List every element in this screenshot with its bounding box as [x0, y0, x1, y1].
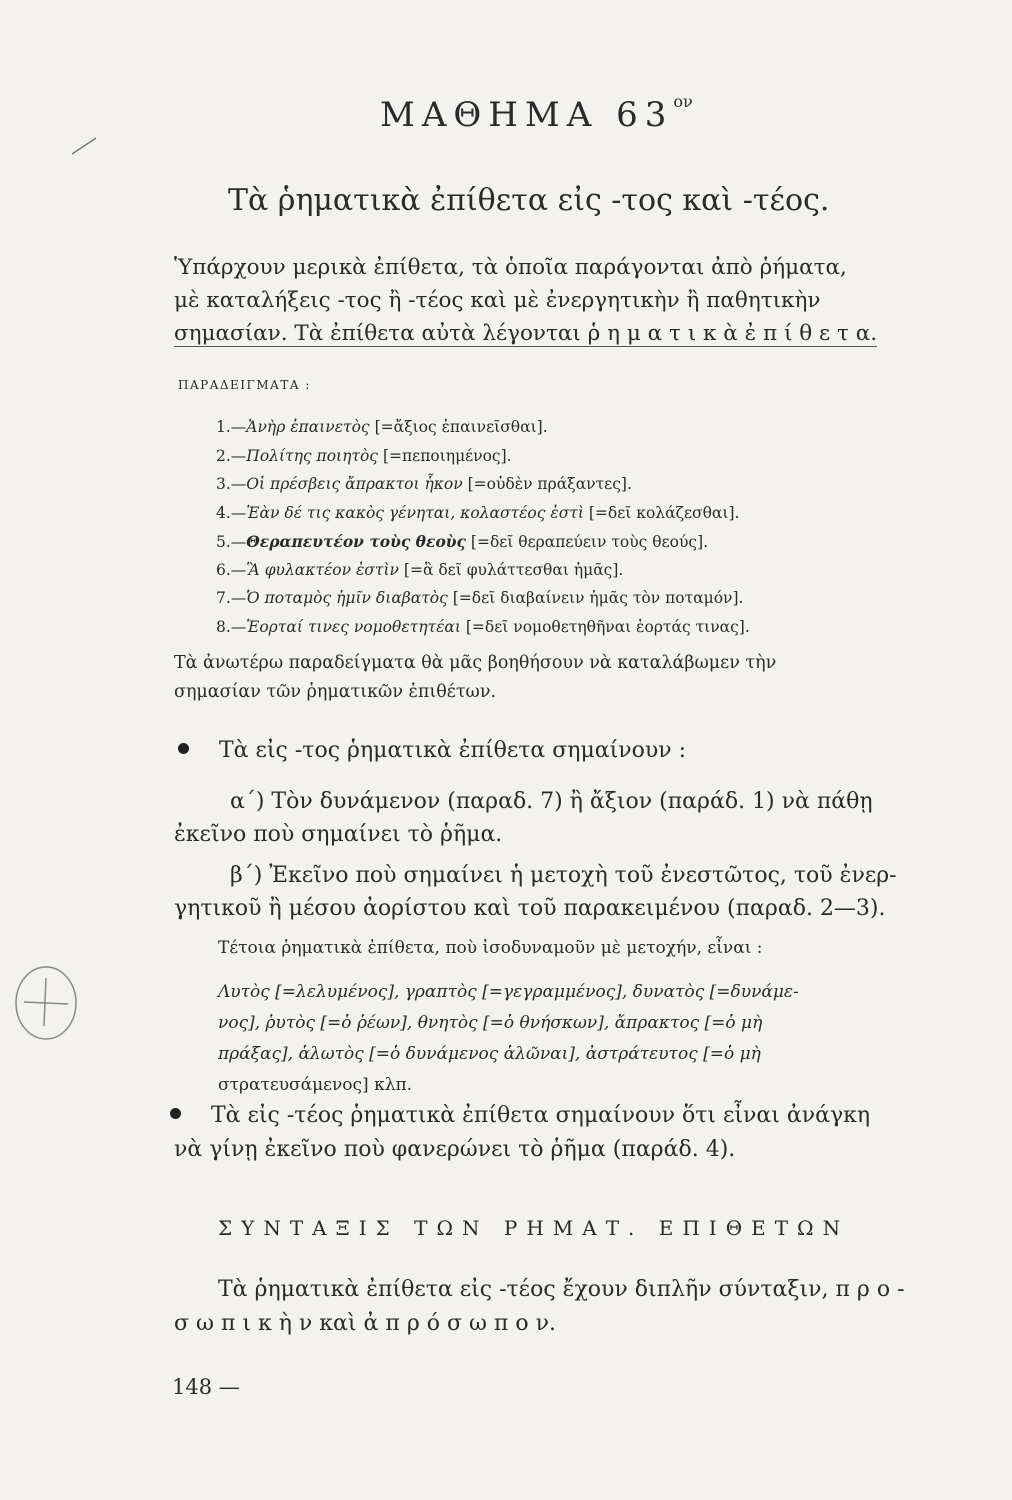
- syntax-heading: ΣΥΝΤΑΞΙΣ ΤΩΝ ΡΗΜΑΤ. ΕΠΙΘΕΤΩΝ: [218, 1216, 850, 1240]
- example-2: 2.—Πολίτης ποιητὸς [=πεποιημένος].: [216, 447, 512, 465]
- rule1-a-line-1: α΄) Τὸν δυνάμενον (παραδ. 7) ἢ ἄξιον (παράδ. 1) νὰ πάθῃ: [230, 789, 873, 814]
- lesson-title: ΜΑΘΗΜΑ $63^{o\nu}$: [380, 92, 693, 135]
- intro-line-3: σημασίαν. Τὰ ἐπίθετα αὐτὰ λέγονται ῥ η μ α τ ι κ ὰ ἐ π ί θ ε τ α.: [174, 321, 878, 346]
- pencil-dash-mark: [70, 130, 100, 160]
- example-4: 4.—Ἐὰν δέ τις κακὸς γένηται, κολαστέος ἐστὶ [=δεῖ κολάζεσθαι].: [216, 504, 740, 522]
- syntax-line-2: σ ω π ι κ ὴ ν καὶ ἀ π ρ ό σ ω π ο ν.: [174, 1311, 556, 1336]
- rule1-b-line-1: β΄) Ἐκεῖνο ποὺ σημαίνει ἡ μετοχὴ τοῦ ἐνεστῶτος, τοῦ ἐνερ-: [230, 863, 897, 888]
- lesson-subtitle: Τὰ ῥηματικὰ ἐπίθετα εἰς -τος καὶ -τέος.: [228, 183, 830, 218]
- bullet-icon: [170, 1108, 181, 1119]
- after-examples-line-2: σημασίαν τῶν ῥηματικῶν ἐπιθέτων.: [174, 682, 497, 702]
- rule1-heading: Τὰ εἰς -τος ῥηματικὰ ἐπίθετα σημαίνουν :: [178, 740, 686, 762]
- such-list-line-2: νος], ῥυτὸς [=ὁ ῥέων], θνητὸς [=ὁ θνήσκων], ἄπρακτος [=ὁ μὴ: [218, 1013, 763, 1033]
- example-8: 8.—Ἑορταί τινες νομοθετητέαι [=δεῖ νομοθετηθῆναι ἑορτάς τινας].: [216, 618, 750, 636]
- such-list-line-3: πράξας], ἁλωτὸς [=ὁ δυνάμενος ἁλῶναι], ἀστράτευτος [=ὁ μὴ: [218, 1044, 761, 1064]
- example-1: 1.—Ἀνὴρ ἐπαινετὸς [=ἄξιος ἐπαινεῖσθαι].: [216, 418, 548, 436]
- bullet-icon: [178, 743, 189, 754]
- such-list-line-4: στρατευσάμενος] κλπ.: [218, 1075, 413, 1095]
- after-examples-line-1: Τὰ ἀνωτέρω παραδείγματα θὰ μᾶς βοηθήσουν νὰ καταλάβωμεν τὴν: [174, 653, 777, 673]
- intro-line-1: Ὑπάρχουν μερικὰ ἐπίθετα, τὰ ὁποῖα παράγονται ἀπὸ ῥήματα,: [174, 255, 847, 280]
- rule1-a-line-2: ἐκεῖνο ποὺ σημαίνει τὸ ῥῆμα.: [174, 822, 503, 847]
- rule1-b-line-2: γητικοῦ ἢ μέσου ἀορίστου καὶ τοῦ παρακειμένου (παραδ. 2—3).: [174, 896, 886, 921]
- example-6: 6.—Ἃ φυλακτέον ἐστὶν [=ἃ δεῖ φυλάττεσθαι ἡμᾶς].: [216, 561, 624, 579]
- intro-line-2: μὲ καταλήξεις -τος ἢ -τέος καὶ μὲ ἐνεργητικὴν ἢ παθητικὴν: [174, 288, 821, 313]
- page-number: 148 —: [172, 1375, 240, 1399]
- such-line: Τέτοια ῥηματικὰ ἐπίθετα, ποὺ ἰσοδυναμοῦν μὲ μετοχήν, εἶναι :: [218, 938, 763, 958]
- example-7: 7.—Ὁ ποταμὸς ἡμῖν διαβατὸς [=δεῖ διαβαίνειν ἡμᾶς τὸν ποταμόν].: [216, 589, 744, 607]
- examples-label: ΠΑΡΑΔΕΙΓΜΑΤΑ :: [178, 378, 311, 392]
- example-5: 5.—Θεραπευτέον τοὺς θεοὺς [=δεῖ θεραπεύειν τοὺς θεούς].: [216, 532, 709, 551]
- rule2-line-1: Τὰ εἰς -τέος ῥηματικὰ ἐπίθετα σημαίνουν ὅτι εἶναι ἀνάγκη: [170, 1105, 870, 1127]
- example-3: 3.—Οἱ πρέσβεις ἄπρακτοι ἧκον [=οὐδὲν πράξαντες].: [216, 475, 632, 493]
- pencil-circle-mark: [6, 958, 86, 1048]
- rule2-line-2: νὰ γίνῃ ἐκεῖνο ποὺ φανερώνει τὸ ῥῆμα (παράδ. 4).: [174, 1137, 736, 1162]
- syntax-line-1: Τὰ ῥηματικὰ ἐπίθετα εἰς -τέος ἔχουν διπλῆν σύνταξιν, π ρ ο -: [218, 1277, 905, 1302]
- such-list-line-1: Λυτὸς [=λελυμένος], γραπτὸς [=γεγραμμένος], δυνατὸς [=δυνάμε-: [218, 982, 799, 1002]
